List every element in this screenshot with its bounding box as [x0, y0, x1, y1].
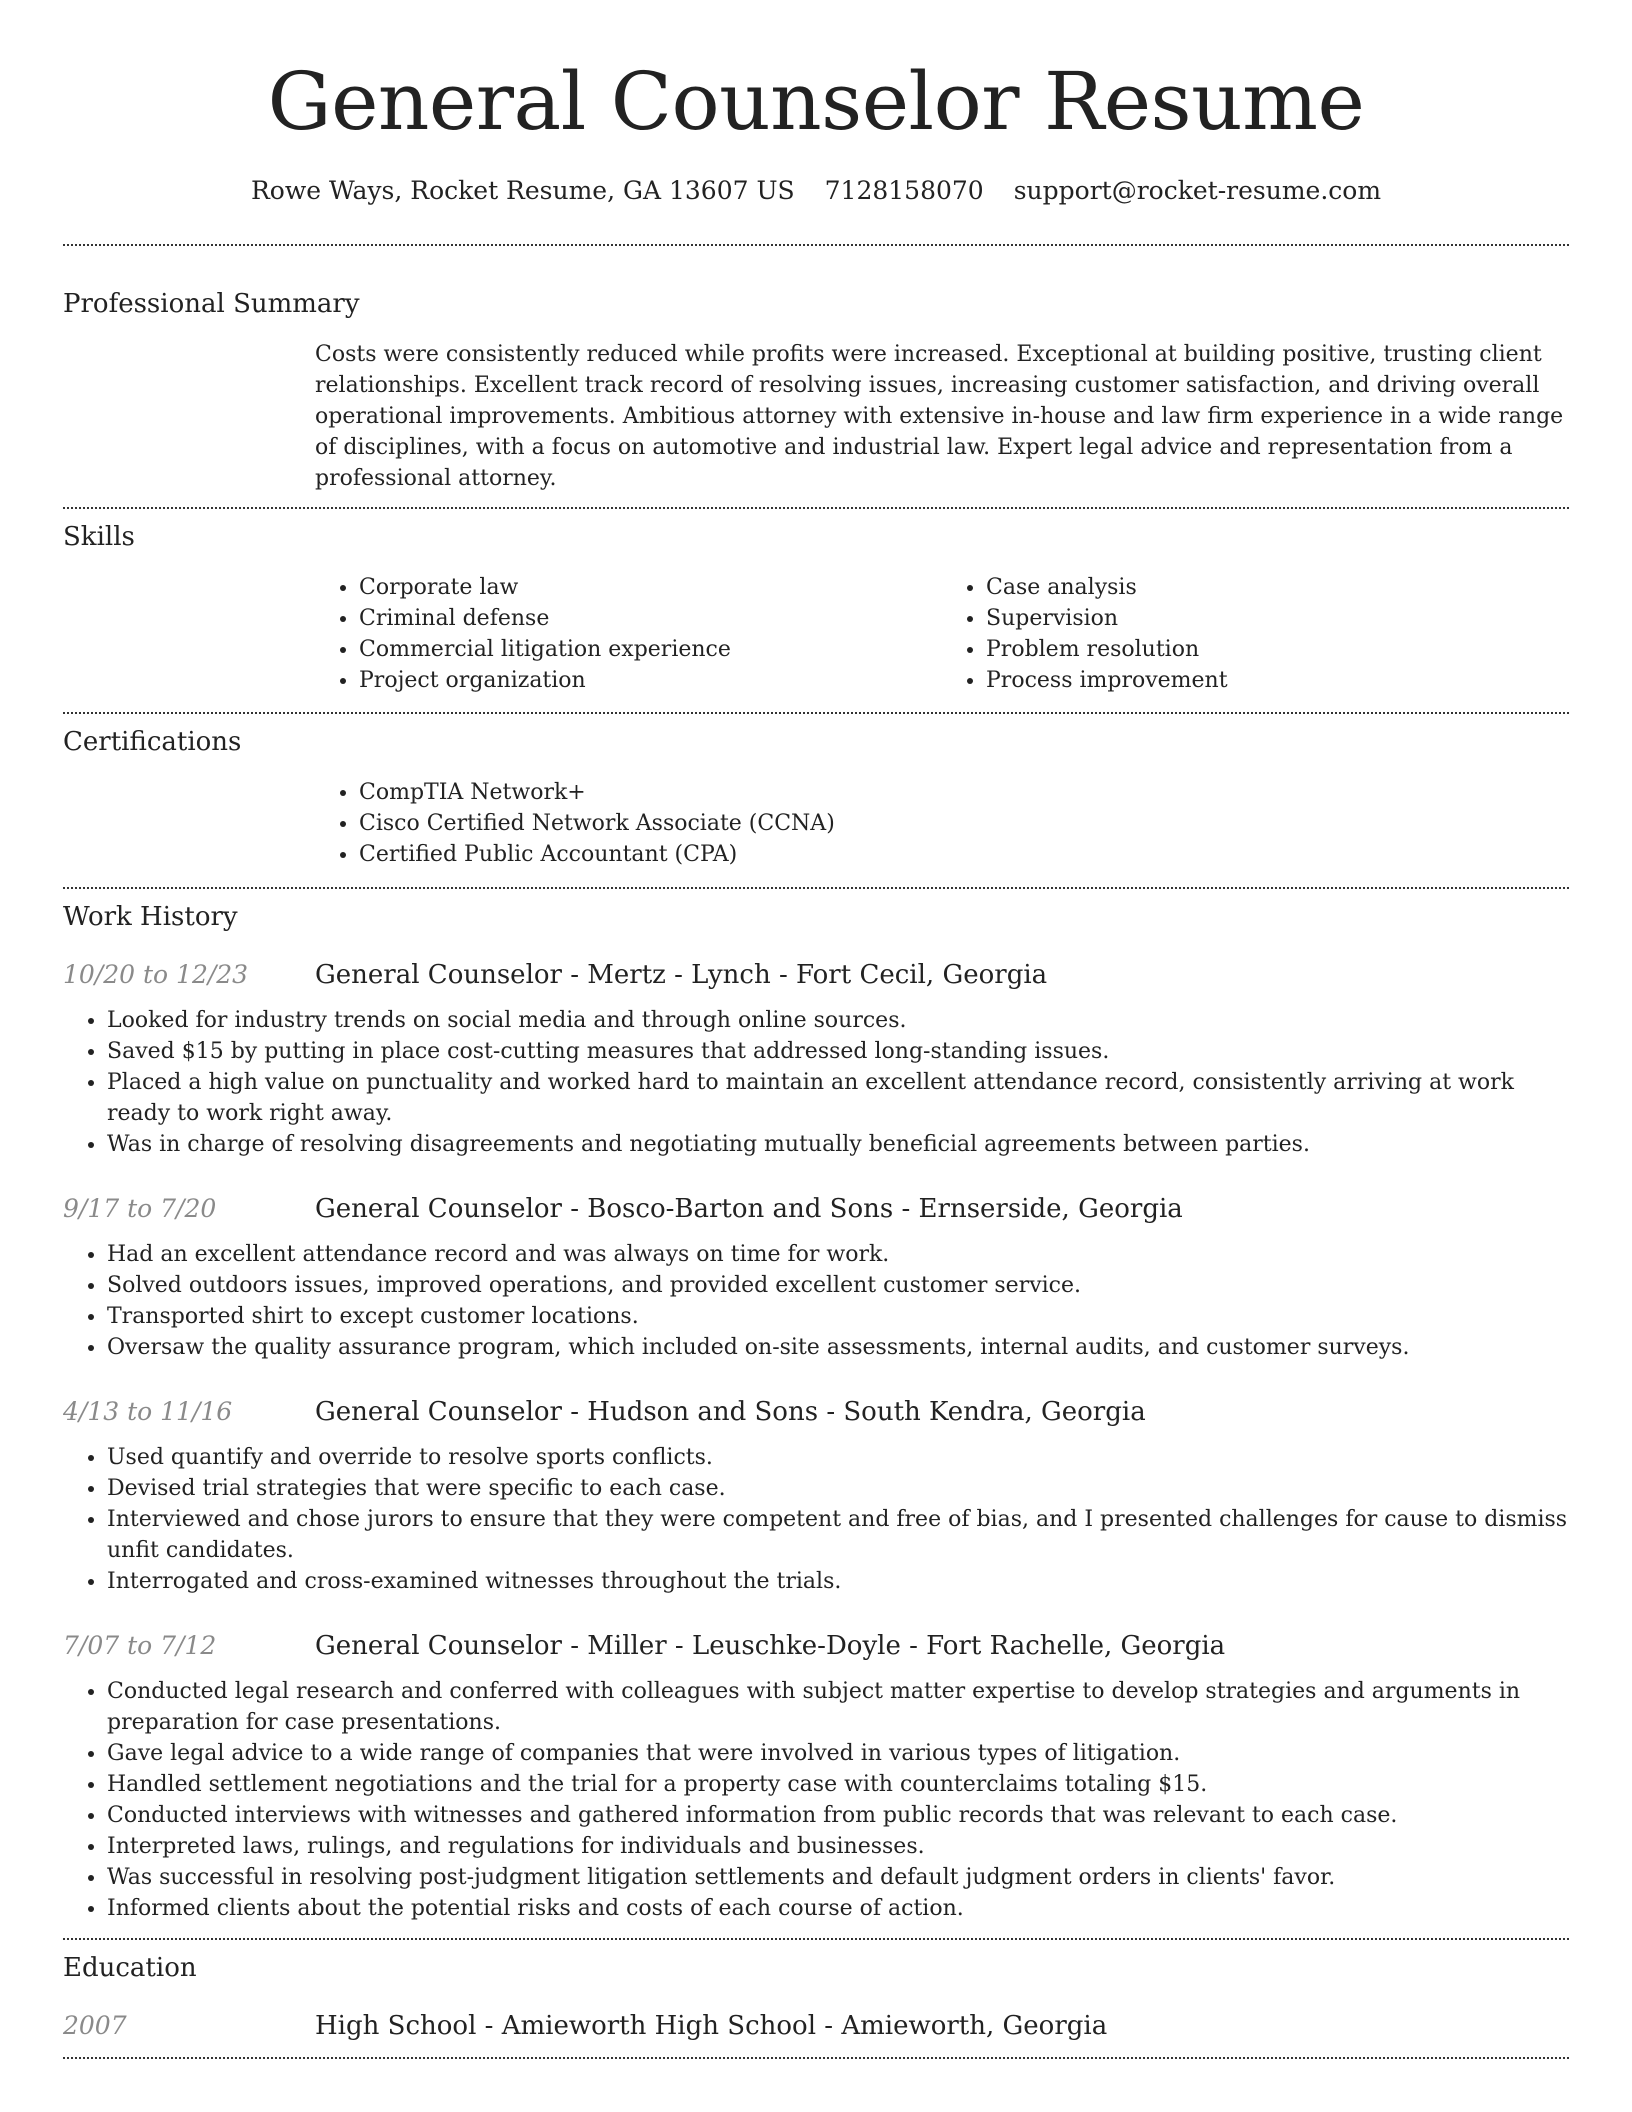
job-bullet: • Used quantify and override to resolve sports conflicts. — [107, 1442, 1569, 1473]
section-heading-education: Education — [63, 1953, 197, 1983]
job-bullet: • Looked for industry trends on social media and through online sources. — [107, 1005, 1569, 1036]
job-bullet: • Devised trial strategies that were specific to each case. — [107, 1473, 1569, 1504]
education-section — [63, 1951, 1569, 2043]
summary-section — [63, 287, 1569, 494]
job-date: 7/07 to 7/12 — [63, 1631, 217, 1660]
job-bullet: • Placed a high value on punctuality and worked hard to maintain an excellent attendance record, consistently arriving at work ready to work right away. — [107, 1067, 1569, 1129]
divider — [63, 244, 1569, 246]
section-heading-skills: Skills — [63, 522, 135, 552]
skills-list-left — [315, 572, 942, 696]
education-header — [63, 2009, 1569, 2043]
section-heading-summary: Professional Summary — [63, 289, 360, 319]
skill-item: • Supervision — [986, 603, 1569, 634]
skill-item: • Criminal defense — [359, 603, 942, 634]
job-bullet: • Conducted interviews with witnesses and gathered information from public records that was relevant to each case. — [107, 1800, 1569, 1831]
job-header — [63, 958, 1569, 992]
skill-item: • Commercial litigation experience — [359, 634, 942, 665]
job-bullet: • Handled settlement negotiations and the trial for a property case with counterclaims totaling $15. — [107, 1769, 1569, 1800]
certifications-content — [315, 777, 1569, 870]
section-heading-certifications: Certifications — [63, 727, 242, 757]
skill-item: • Problem resolution — [986, 634, 1569, 665]
job-entry — [63, 1629, 1569, 1924]
job-title: General Counselor - Mertz - Lynch - Fort Cecil, Georgia — [315, 960, 1048, 990]
job-date: 10/20 to 12/23 — [63, 960, 249, 989]
job-bullet: • Conducted legal research and conferred with colleagues with subject matter expertise to develop strategies and arguments in preparation for case presentations. — [107, 1676, 1569, 1738]
summary-text: Costs were consistently reduced while profits were increased. Exceptional at building positive, trusting client relationships. Excellent track record of resolving issues, increasing customer satisfaction, and driving overall operational improvements. Ambitious attorney with extensive in-house and law firm experience in a wide range of disciplines, with a focus on automotive and industrial law. Expert legal advice and representation from a professional attorney. — [315, 342, 1564, 491]
job-title: General Counselor - Bosco-Barton and Sons - Ernserside, Georgia — [315, 1194, 1183, 1224]
divider — [63, 887, 1569, 889]
job-header — [63, 1629, 1569, 1663]
job-bullets — [63, 1676, 1569, 1924]
job-bullet: • Interrogated and cross-examined witnesses throughout the trials. — [107, 1566, 1569, 1597]
divider — [63, 507, 1569, 509]
skills-list-right — [942, 572, 1569, 696]
job-header — [63, 1192, 1569, 1226]
divider — [63, 1938, 1569, 1940]
job-bullet: • Had an excellent attendance record and was always on time for work. — [107, 1239, 1569, 1270]
certification-item: • CompTIA Network+ — [359, 777, 1569, 808]
job-bullet: • Gave legal advice to a wide range of companies that were involved in various types of litigation. — [107, 1738, 1569, 1769]
job-date: 4/13 to 11/16 — [63, 1397, 233, 1426]
skill-item: • Project organization — [359, 665, 942, 696]
job-bullet: • Oversaw the quality assurance program, which included on-site assessments, internal audits, and customer surveys. — [107, 1332, 1569, 1363]
education-title: High School - Amieworth High School - Amieworth, Georgia — [315, 2011, 1108, 2041]
job-bullets — [63, 1005, 1569, 1160]
resume-title: General Counselor Resume — [267, 55, 1365, 148]
job-bullets — [63, 1442, 1569, 1597]
job-bullet: • Was in charge of resolving disagreements and negotiating mutually beneficial agreements between parties. — [107, 1129, 1569, 1160]
skill-item: • Case analysis — [986, 572, 1569, 603]
contact-phone: 7128158070 — [824, 176, 984, 205]
skills-grid — [315, 572, 1569, 696]
skills-section — [63, 520, 1569, 696]
job-header — [63, 1395, 1569, 1429]
skill-item: • Process improvement — [986, 665, 1569, 696]
certification-item: • Cisco Certified Network Associate (CCNA) — [359, 808, 1569, 839]
job-bullet: • Interviewed and chose jurors to ensure that they were competent and free of bias, and I presented challenges for cause to dismiss unfit candidates. — [107, 1504, 1569, 1566]
job-bullet: • Was successful in resolving post-judgment litigation settlements and default judgment orders in clients' favor. — [107, 1862, 1569, 1893]
skill-item: • Corporate law — [359, 572, 942, 603]
job-title: General Counselor - Miller - Leuschke-Doyle - Fort Rachelle, Georgia — [315, 1631, 1226, 1661]
job-bullet: • Solved outdoors issues, improved operations, and provided excellent customer service. — [107, 1270, 1569, 1301]
job-date: 9/17 to 7/20 — [63, 1194, 217, 1223]
contact-line — [63, 174, 1569, 208]
job-bullets — [63, 1239, 1569, 1363]
section-heading-work: Work History — [63, 902, 238, 932]
education-date: 2007 — [63, 2011, 127, 2040]
job-entry — [63, 1192, 1569, 1363]
education-entry — [63, 2009, 1569, 2043]
work-history-section — [63, 900, 1569, 1924]
job-bullet: • Interpreted laws, rulings, and regulations for individuals and businesses. — [107, 1831, 1569, 1862]
divider — [63, 712, 1569, 714]
certifications-section — [63, 725, 1569, 870]
job-entry — [63, 1395, 1569, 1597]
certification-item: • Certified Public Accountant (CPA) — [359, 839, 1569, 870]
job-bullet: • Informed clients about the potential risks and costs of each course of action. — [107, 1893, 1569, 1924]
divider — [63, 2057, 1569, 2059]
certifications-list — [315, 777, 1569, 870]
summary-content — [315, 339, 1569, 494]
contact-email: support@rocket-resume.com — [1013, 176, 1382, 205]
job-bullet: • Saved $15 by putting in place cost-cutting measures that addressed long-standing issues. — [107, 1036, 1569, 1067]
contact-address: Rowe Ways, Rocket Resume, GA 13607 US — [250, 176, 795, 205]
job-entry — [63, 958, 1569, 1160]
job-bullet: • Transported shirt to except customer locations. — [107, 1301, 1569, 1332]
job-title: General Counselor - Hudson and Sons - South Kendra, Georgia — [315, 1397, 1146, 1427]
